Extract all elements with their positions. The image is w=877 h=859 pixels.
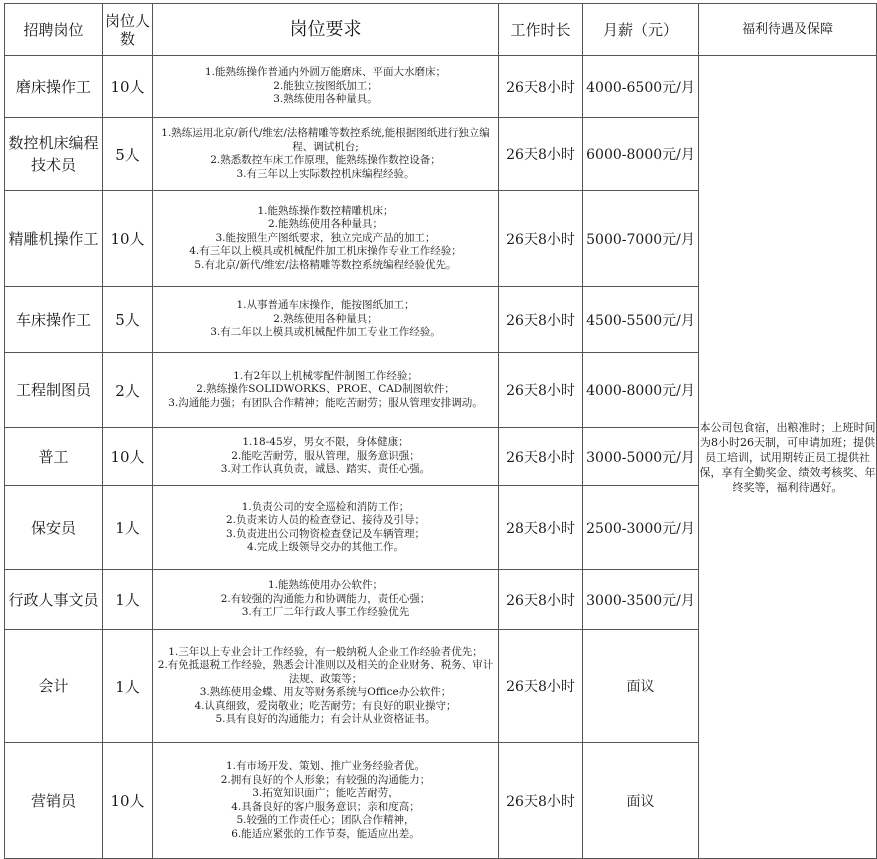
requirement-line: 1.负责公司的安全巡检和消防工作； [241,500,410,513]
requirements-cell [153,56,499,118]
requirement-line: 4.完成上级领导交办的其他工作。 [246,541,405,553]
hours-cell: 26天8小时 [499,743,583,859]
header-position: 招聘岗位 [5,4,103,56]
count-cell: 2人 [103,353,153,428]
requirements-cell [153,353,499,428]
header-salary: 月薪（元） [583,4,699,56]
header-count: 岗位人数 [103,4,153,56]
position-cell: 普工 [5,428,103,486]
requirement-line: 5.具有良好的沟通能力；有会计从业资格证书。 [215,713,436,725]
requirement-line: 3.有二年以上模具或机械配件加工专业工作经验。 [210,326,441,339]
requirement-line: 1.有2年以上机械零配件制图工作经验； [233,369,418,382]
requirements-cell [153,570,499,630]
requirement-line: 3.有工厂二年行政人事工作经验优先 [241,606,410,619]
requirement-line: 2.熟练使用各种量具； [273,312,378,325]
requirement-line: 1.能熟练操作普通内外圆万能磨床、平面大水磨床； [204,66,447,79]
requirement-line: 1.熟练运用北京/新代/维宏/法格精雕等数控系统,能根据图纸进行独立编程、调试机台; [161,127,490,153]
position-cell: 磨床操作工 [5,56,103,118]
table-row [5,56,877,118]
hours-cell: 26天8小时 [499,118,583,191]
count-cell: 1人 [103,570,153,630]
position-cell: 保安员 [5,486,103,570]
position-cell: 车床操作工 [5,287,103,353]
requirement-line: 4.有三年以上模具或机械配件加工机床操作专业工作经验； [189,245,462,258]
requirements-cell [153,428,499,486]
salary-cell: 面议 [583,743,699,859]
requirement-line: 3.对工作认真负责，诚恳、踏实、责任心强。 [220,463,431,476]
requirement-line: 3.沟通能力强；有团队合作精神；能吃苦耐劳；服从管理安排调动。 [168,396,483,409]
requirement-line: 2.拥有良好的个人形象；有较强的沟通能力； [220,773,431,786]
salary-cell: 4500-5500元/月 [583,287,699,353]
count-cell: 1人 [103,486,153,570]
hours-cell: 26天8小时 [499,353,583,428]
requirement-line: 1.18-45岁，男女不限，身体健康； [242,436,409,449]
position-cell: 行政人事文员 [5,570,103,630]
header-row [5,4,877,56]
requirement-line: 2.熟悉数控车床工作原理，能熟练操作数控设备； [210,154,441,166]
requirement-line: 3.有三年以上实际数控机床编程经验。 [236,167,415,180]
hours-cell: 28天8小时 [499,486,583,570]
hours-cell: 26天8小时 [499,287,583,353]
requirement-line: 1.能熟练使用办公软件； [267,579,384,592]
position-cell: 营销员 [5,743,103,859]
hours-cell: 26天8小时 [499,56,583,118]
count-cell: 5人 [103,118,153,191]
requirement-line: 1.有市场开发、策划、推广业务经验者优。 [225,760,426,772]
requirement-line: 3.熟练使用金蝶、用友等财务系统与Office办公软件； [199,686,452,698]
count-cell: 10人 [103,191,153,287]
requirement-line: 3.负责进出公司物资检查登记及车辆管理； [225,527,426,540]
requirements-cell [153,118,499,191]
benefits-cell: 本公司包食宿，出粮准时；上班时间为8小时26天制，可申请加班；提供员工培训，试用期转正员工提供社保，享有全勤奖金、绩效考核奖、年终奖等，福利待遇好。 [699,56,877,859]
requirement-line: 3.熟练使用各种量具。 [273,93,378,106]
header-benefits: 福利待遇及保障 [699,4,877,56]
requirement-line: 1.能熟练操作数控精雕机床； [257,204,394,217]
salary-cell: 面议 [583,630,699,743]
requirement-line: 6.能适应紧张的工作节奏，能适应出差。 [231,827,420,840]
requirement-line: 4.认真细致，爱岗敬业；吃苦耐劳；有良好的职业操守； [194,699,457,712]
hours-cell: 26天8小时 [499,191,583,287]
salary-cell: 2500-3000元/月 [583,486,699,570]
salary-cell: 4000-8000元/月 [583,353,699,428]
requirement-line: 1.从事普通车床操作，能按图纸加工； [236,299,415,312]
salary-cell: 6000-8000元/月 [583,118,699,191]
count-cell: 10人 [103,428,153,486]
requirement-line: 2.熟练操作SOLIDWORKS、PROE、CAD制图软件； [196,383,455,396]
requirement-line: 2.能熟练使用各种量具； [267,218,384,231]
recruitment-table [4,3,877,859]
salary-cell: 3000-3500元/月 [583,570,699,630]
requirement-line: 2.有较强的沟通能力和协调能力，责任心强； [220,592,431,605]
hours-cell: 26天8小时 [499,570,583,630]
requirements-cell [153,630,499,743]
count-cell: 5人 [103,287,153,353]
requirement-line: 5.有北京/新代/维宏/法格精雕等数控系统编程经验优先。 [194,258,457,271]
requirement-line: 5.较强的工作责任心；团队合作精神， [236,814,415,826]
requirement-line: 3.能按照生产图纸要求，独立完成产品的加工； [215,231,436,244]
requirement-line: 2.有免抵退税工作经验，熟悉会计准则以及相关的企业财务、税务、审计法规、政策等； [157,659,494,685]
hours-cell: 26天8小时 [499,630,583,743]
position-cell: 会计 [5,630,103,743]
requirements-cell [153,486,499,570]
count-cell: 10人 [103,56,153,118]
hours-cell: 26天8小时 [499,428,583,486]
requirement-line: 2.能独立按图纸加工； [273,79,378,92]
position-cell: 精雕机操作工 [5,191,103,287]
requirement-line: 2.负责来访人员的检查登记、接待及引导； [225,514,426,526]
requirements-cell [153,191,499,287]
position-cell: 数控机床编程技术员 [5,118,103,191]
header-requirements: 岗位要求 [153,4,499,56]
requirement-line: 1.三年以上专业会计工作经验，有一般纳税人企业工作经验者优先； [168,645,483,658]
header-hours: 工作时长 [499,4,583,56]
requirement-line: 4.具备良好的客户服务意识；亲和度高； [231,800,420,813]
position-cell: 工程制图员 [5,353,103,428]
salary-cell: 5000-7000元/月 [583,191,699,287]
salary-cell: 4000-6500元/月 [583,56,699,118]
requirement-line: 2.能吃苦耐劳，服从管理，服务意识强； [231,449,420,462]
requirement-line: 3.拓宽知识面广；能吃苦耐劳， [252,787,399,799]
requirements-cell [153,743,499,859]
count-cell: 10人 [103,743,153,859]
requirements-cell [153,287,499,353]
count-cell: 1人 [103,630,153,743]
salary-cell: 3000-5000元/月 [583,428,699,486]
